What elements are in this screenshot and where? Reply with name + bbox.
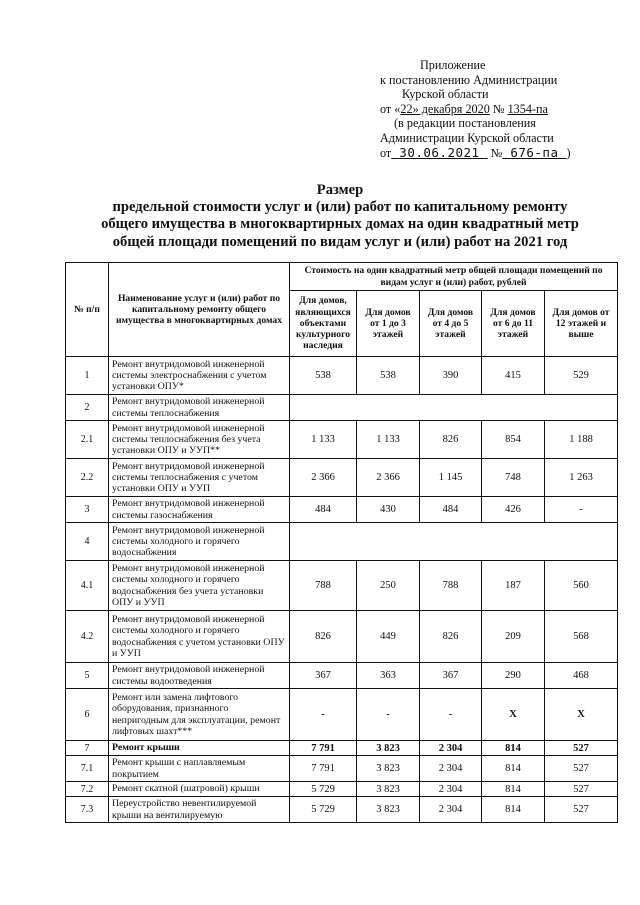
table-row bbox=[66, 611, 618, 663]
row-value: 2 304 bbox=[420, 797, 482, 823]
header-num: № п/п bbox=[66, 263, 109, 357]
row-value: - bbox=[357, 689, 420, 741]
row-value: 527 bbox=[545, 756, 618, 782]
row-value: 484 bbox=[290, 497, 357, 523]
header-col-12: Для домов от 12 этажей и выше bbox=[545, 291, 618, 357]
row-value: 1 133 bbox=[290, 421, 357, 459]
header-col-6-11: Для домов от 6 до 11 этажей bbox=[482, 291, 545, 357]
row-value: X bbox=[545, 689, 618, 741]
amend-prefix: от bbox=[380, 145, 392, 160]
table-row bbox=[66, 797, 618, 823]
row-value: X bbox=[482, 689, 545, 741]
table-row bbox=[66, 663, 618, 689]
row-name: Переустройство невентилируемой крыши на вентилируемую bbox=[109, 797, 290, 823]
table-row bbox=[66, 689, 618, 741]
row-value: 468 bbox=[545, 663, 618, 689]
row-value: 527 bbox=[545, 782, 618, 797]
row-num: 4 bbox=[66, 523, 109, 561]
row-value: 484 bbox=[420, 497, 482, 523]
row-num: 1 bbox=[66, 357, 109, 395]
title-line: Размер bbox=[316, 182, 364, 198]
amend-number-text: 676-па bbox=[510, 144, 559, 160]
row-value: 1 145 bbox=[420, 459, 482, 497]
document-title bbox=[40, 182, 640, 251]
row-empty-values bbox=[290, 395, 618, 421]
row-value: 390 bbox=[420, 357, 482, 395]
number-sign: № bbox=[492, 101, 505, 116]
row-value: 3 823 bbox=[357, 756, 420, 782]
row-name: Ремонт крыши с наплавляемым покрытием bbox=[109, 756, 290, 782]
date-prefix: от « bbox=[380, 101, 401, 116]
amend-close: ) bbox=[566, 145, 571, 160]
row-value: 527 bbox=[545, 797, 618, 823]
row-value: 527 bbox=[545, 741, 618, 756]
row-value: 538 bbox=[290, 357, 357, 395]
header-cost-group: Стоимость на один квадратный метр общей площади помещений по видам услуг и (или) работ, рублей bbox=[290, 263, 618, 291]
row-value: 538 bbox=[357, 357, 420, 395]
row-name: Ремонт или замена лифтового оборудования, признанного непригодным для эксплуатации, ремонт лифтовых шахт*** bbox=[109, 689, 290, 741]
row-value: 2 366 bbox=[357, 459, 420, 497]
row-value: 5 729 bbox=[290, 797, 357, 823]
row-value: 415 bbox=[482, 357, 545, 395]
row-value: 209 bbox=[482, 611, 545, 663]
row-num: 7.2 bbox=[66, 782, 109, 797]
table-row bbox=[66, 523, 618, 561]
row-num: 4.2 bbox=[66, 611, 109, 663]
appendix-block bbox=[380, 58, 620, 160]
row-name: Ремонт внутридомовой инженерной системы теплоснабжения без учета установки ОПУ и УУП** bbox=[109, 421, 290, 459]
table-row bbox=[66, 421, 618, 459]
row-value: 290 bbox=[482, 663, 545, 689]
row-num: 2 bbox=[66, 395, 109, 421]
row-value: 250 bbox=[357, 561, 420, 611]
row-name: Ремонт скатной (шатровой) крыши bbox=[109, 782, 290, 797]
row-num: 7.1 bbox=[66, 756, 109, 782]
row-value: - bbox=[290, 689, 357, 741]
row-value: 814 bbox=[482, 741, 545, 756]
row-name: Ремонт внутридомовой инженерной системы холодного и горячего водоснабжения bbox=[109, 523, 290, 561]
row-value: 814 bbox=[482, 797, 545, 823]
row-name: Ремонт внутридомовой инженерной системы холодного и горячего водоснабжения без учета установки ОПУ и УУП bbox=[109, 561, 290, 611]
row-value: 826 bbox=[420, 611, 482, 663]
row-value: 2 304 bbox=[420, 741, 482, 756]
title-line: общей площади помещений по видам услуг и (или) работ на 2021 год bbox=[112, 233, 568, 250]
table-row bbox=[66, 357, 618, 395]
amend-date bbox=[391, 145, 487, 160]
row-value: - bbox=[545, 497, 618, 523]
row-value: 788 bbox=[290, 561, 357, 611]
row-value: 2 366 bbox=[290, 459, 357, 497]
row-value: 2 304 bbox=[420, 756, 482, 782]
row-num: 3 bbox=[66, 497, 109, 523]
row-value: 854 bbox=[482, 421, 545, 459]
row-value: 1 133 bbox=[357, 421, 420, 459]
row-num: 2.1 bbox=[66, 421, 109, 459]
row-value: 826 bbox=[420, 421, 482, 459]
row-name: Ремонт внутридомовой инженерной системы теплоснабжения с учетом установки ОПУ и УУП bbox=[109, 459, 290, 497]
row-value: 814 bbox=[482, 756, 545, 782]
header-col-1-3: Для домов от 1 до 3 этажей bbox=[357, 291, 420, 357]
row-name: Ремонт крыши bbox=[109, 741, 290, 756]
row-value: 367 bbox=[420, 663, 482, 689]
row-empty-values bbox=[290, 523, 618, 561]
table-row bbox=[66, 395, 618, 421]
row-value: 367 bbox=[290, 663, 357, 689]
row-value: 5 729 bbox=[290, 782, 357, 797]
table-row bbox=[66, 756, 618, 782]
decree-month-year: » декабря 2020 bbox=[412, 101, 490, 116]
row-value: 449 bbox=[357, 611, 420, 663]
title-line: общего имущества в многоквартирных домах на один квадратный метр bbox=[101, 216, 579, 233]
row-num: 7.3 bbox=[66, 797, 109, 823]
appendix-line: Курской области bbox=[402, 87, 489, 102]
amendment-line bbox=[380, 146, 620, 161]
row-value: 788 bbox=[420, 561, 482, 611]
row-value: 3 823 bbox=[357, 741, 420, 756]
row-num: 6 bbox=[66, 689, 109, 741]
row-num: 4.1 bbox=[66, 561, 109, 611]
appendix-date-line bbox=[380, 102, 620, 117]
row-value: 1 188 bbox=[545, 421, 618, 459]
appendix-line: к постановлению Администрации bbox=[380, 72, 558, 87]
appendix-line: Приложение bbox=[420, 58, 486, 72]
row-value: 560 bbox=[545, 561, 618, 611]
row-value: - bbox=[420, 689, 482, 741]
table-row bbox=[66, 561, 618, 611]
row-value: 426 bbox=[482, 497, 545, 523]
row-value: 568 bbox=[545, 611, 618, 663]
title-line: предельной стоимости услуг и (или) работ по капитальному ремонту bbox=[112, 199, 568, 216]
decree-day: 22 bbox=[400, 101, 413, 116]
amend-date-text: 30.06.2021 bbox=[399, 144, 480, 160]
row-value: 748 bbox=[482, 459, 545, 497]
appendix-line: (в редакции постановления bbox=[394, 116, 536, 131]
row-value: 7 791 bbox=[290, 756, 357, 782]
row-name: Ремонт внутридомовой инженерной системы теплоснабжения bbox=[109, 395, 290, 421]
row-value: 1 263 bbox=[545, 459, 618, 497]
header-name: Наименование услуг и (или) работ по капитальному ремонту общего имущества в многоквартирных домах bbox=[109, 263, 290, 357]
price-table bbox=[65, 262, 618, 823]
decree-number: 1354-па bbox=[507, 101, 548, 116]
row-value: 529 bbox=[545, 357, 618, 395]
amend-number-sign: № bbox=[490, 145, 503, 160]
appendix-line: Администрации Курской области bbox=[380, 130, 554, 145]
row-value: 2 304 bbox=[420, 782, 482, 797]
row-value: 187 bbox=[482, 561, 545, 611]
row-name: Ремонт внутридомовой инженерной системы газоснабжения bbox=[109, 497, 290, 523]
table-row bbox=[66, 497, 618, 523]
table-row bbox=[66, 741, 618, 756]
table-row bbox=[66, 459, 618, 497]
row-value: 430 bbox=[357, 497, 420, 523]
row-value: 814 bbox=[482, 782, 545, 797]
row-value: 363 bbox=[357, 663, 420, 689]
amend-number bbox=[502, 145, 566, 160]
row-name: Ремонт внутридомовой инженерной системы электроснабжения с учетом установки ОПУ* bbox=[109, 357, 290, 395]
row-num: 7 bbox=[66, 741, 109, 756]
row-value: 3 823 bbox=[357, 797, 420, 823]
row-value: 3 823 bbox=[357, 782, 420, 797]
row-value: 826 bbox=[290, 611, 357, 663]
row-name: Ремонт внутридомовой инженерной системы водоотведения bbox=[109, 663, 290, 689]
header-col-heritage: Для домов, являющихся объектами культурного наследия bbox=[290, 291, 357, 357]
row-num: 2.2 bbox=[66, 459, 109, 497]
row-value: 7 791 bbox=[290, 741, 357, 756]
table-row bbox=[66, 782, 618, 797]
header-col-4-5: Для домов от 4 до 5 этажей bbox=[420, 291, 482, 357]
row-name: Ремонт внутридомовой инженерной системы холодного и горячего водоснабжения с учетом установки ОПУ и УУП bbox=[109, 611, 290, 663]
row-num: 5 bbox=[66, 663, 109, 689]
